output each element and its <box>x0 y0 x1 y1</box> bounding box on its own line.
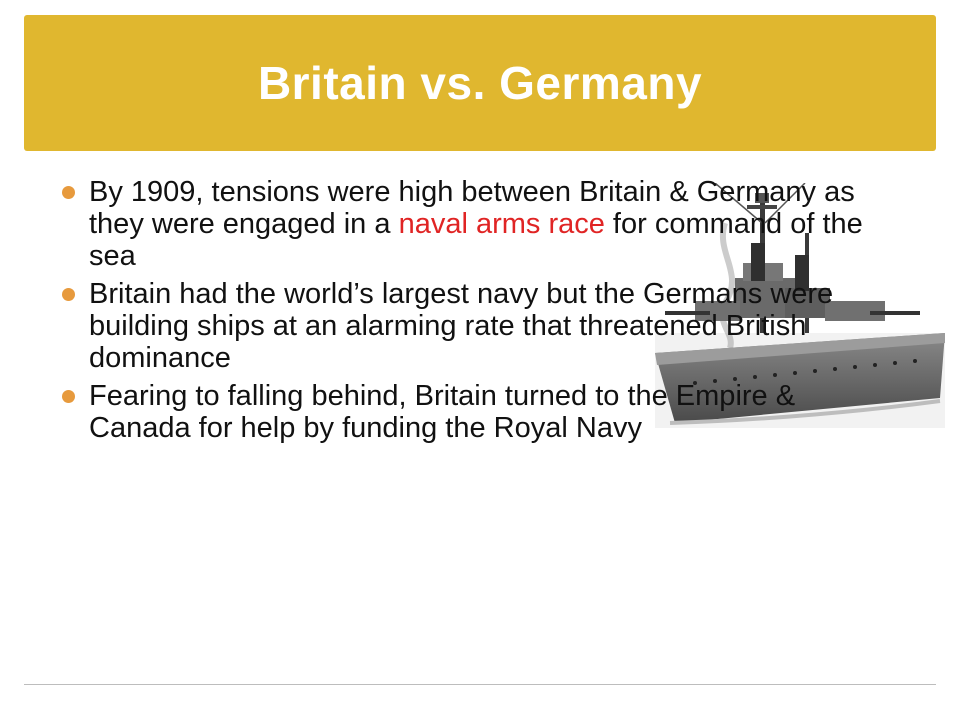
bullet-dot-icon <box>62 288 75 301</box>
bullet-text: Fearing to falling behind, Britain turned to the Empire & Canada for help by funding the Royal Navy <box>89 380 796 444</box>
slide-title: Britain vs. Germany <box>257 57 703 109</box>
bullet-item <box>62 176 902 272</box>
highlight-text: naval arms race <box>398 208 605 240</box>
footer-divider <box>24 684 936 685</box>
bullet-list <box>62 176 902 450</box>
bullet-dot-icon <box>62 186 75 199</box>
bullet-dot-icon <box>62 390 75 403</box>
bullet-text: Britain had the world’s largest navy but the Germans were building ships at an alarming rate that threatened British dominance <box>89 278 834 374</box>
title-banner <box>24 15 936 151</box>
bullet-text: By 1909, tensions were high between Britain & Germany as they were engaged in a <box>89 176 855 240</box>
bullet-text: for command of the sea <box>89 208 863 272</box>
bullet-item <box>62 380 902 444</box>
bullet-item <box>62 278 902 374</box>
